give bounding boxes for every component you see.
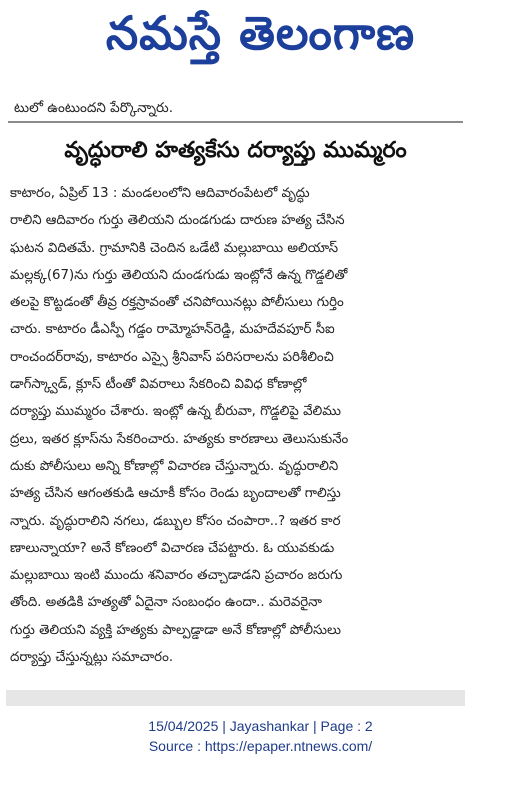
body-line: తలపై కొట్టడంతో తీవ్ర రక్తస్రావంతో చనిపోయినట్లు పోలీసులు గుర్తిం — [10, 295, 344, 311]
newspaper-logo: నమస్తే తెలంగాణ — [105, 6, 416, 60]
body-line: రాలిని ఆదివారం గుర్తు తెలియని దుండగుడు దారుణ హత్య చేసిన — [10, 213, 345, 229]
body-line: హత్య చేసిన ఆగంతకుడి ఆచూకీ కోసం రెండు బృందాలతో గాలిస్తు — [10, 486, 341, 502]
previous-article-tail: టులో ఉంటుందని పేర్కొన్నారు. — [14, 100, 174, 116]
clipping-bottom-band — [6, 690, 465, 706]
article-headline: వృద్ధురాలి హత్యకేసు దర్యాప్తు ముమ్మరం — [64, 138, 407, 163]
body-line: కాటారం, ఏప్రిల్ 13 : మండలంలోని ఆదివారంపేటలో వృద్ధు — [10, 186, 310, 201]
body-line: తోంది. అతడికి హత్యతో ఏదైనా సంబంధం ఉందా.. మరెవరైనా — [10, 595, 322, 611]
body-line: దర్యాప్తు ముమ్మరం చేశారు. ఇంట్లో ఉన్న బీరువా, గొడ్డలిపై వేలిము — [10, 404, 341, 420]
body-line: చారు. కాటారం డీఎస్పీ గడ్డం రామ్మోహన్‌రెడ్డి, మహదేవపూర్ సీఐ — [10, 322, 335, 338]
masthead — [0, 0, 521, 78]
body-line: ద్రలు, ఇతర క్లూస్‌ను సేకరించారు. హత్యకు కారణాలు తెలుసుకునేం — [10, 431, 349, 447]
body-line: దర్యాప్తు చేస్తున్నట్లు సమాచారం. — [10, 650, 174, 666]
body-line: గుర్తు తెలియని వ్యక్తి హత్యకు పాల్పడ్డాడా అనే కోణాల్లో పోలీసులు — [10, 622, 341, 638]
body-line: దుకు పోలీసులు అన్ని కోణాల్లో విచారణ చేస్తున్నారు. వృద్ధురాలిని — [10, 458, 339, 474]
body-line: ణాలున్నాయా? అనే కోణంలో విచారణ చేపట్టారు. ఓ యువకుడు — [10, 540, 335, 556]
body-line: న్నారు. వృద్ధురాలిని నగలు, డబ్బుల కోసం చంపారా..? ఇతర కార — [10, 513, 341, 529]
divider-rule — [8, 121, 463, 123]
body-line: డాగ్‌స్క్వాడ్, క్లూస్ టీంతో వివరాలు సేకరించి వివిధ కోణాల్లో — [10, 377, 307, 393]
article-body — [10, 180, 462, 671]
edition-info: 15/04/2025 | Jayashankar | Page : 2 — [148, 718, 373, 734]
page-footer — [0, 716, 521, 756]
body-line: రాంచందర్‌రావు, కాటారం ఎస్సై శ్రీనివాస్ పరిసరాలను పరిశీలించి — [10, 349, 334, 365]
body-line: ఘటన విదితమే. గ్రామానికి చెందిన ఒడేటి మల్లుబాయి అలియాస్ — [10, 240, 339, 256]
source-link[interactable]: Source : https://epaper.ntnews.com/ — [148, 738, 373, 754]
body-line: మల్లక్క(67)ను గుర్తు తెలియని దుండగుడు ఇంట్లోనే ఉన్న గొడ్డలితో — [10, 267, 348, 283]
body-line: మల్లుబాయి ఇంటి ముందు శనివారం తచ్చాడాడని ప్రచారం జరుగు — [10, 568, 343, 584]
